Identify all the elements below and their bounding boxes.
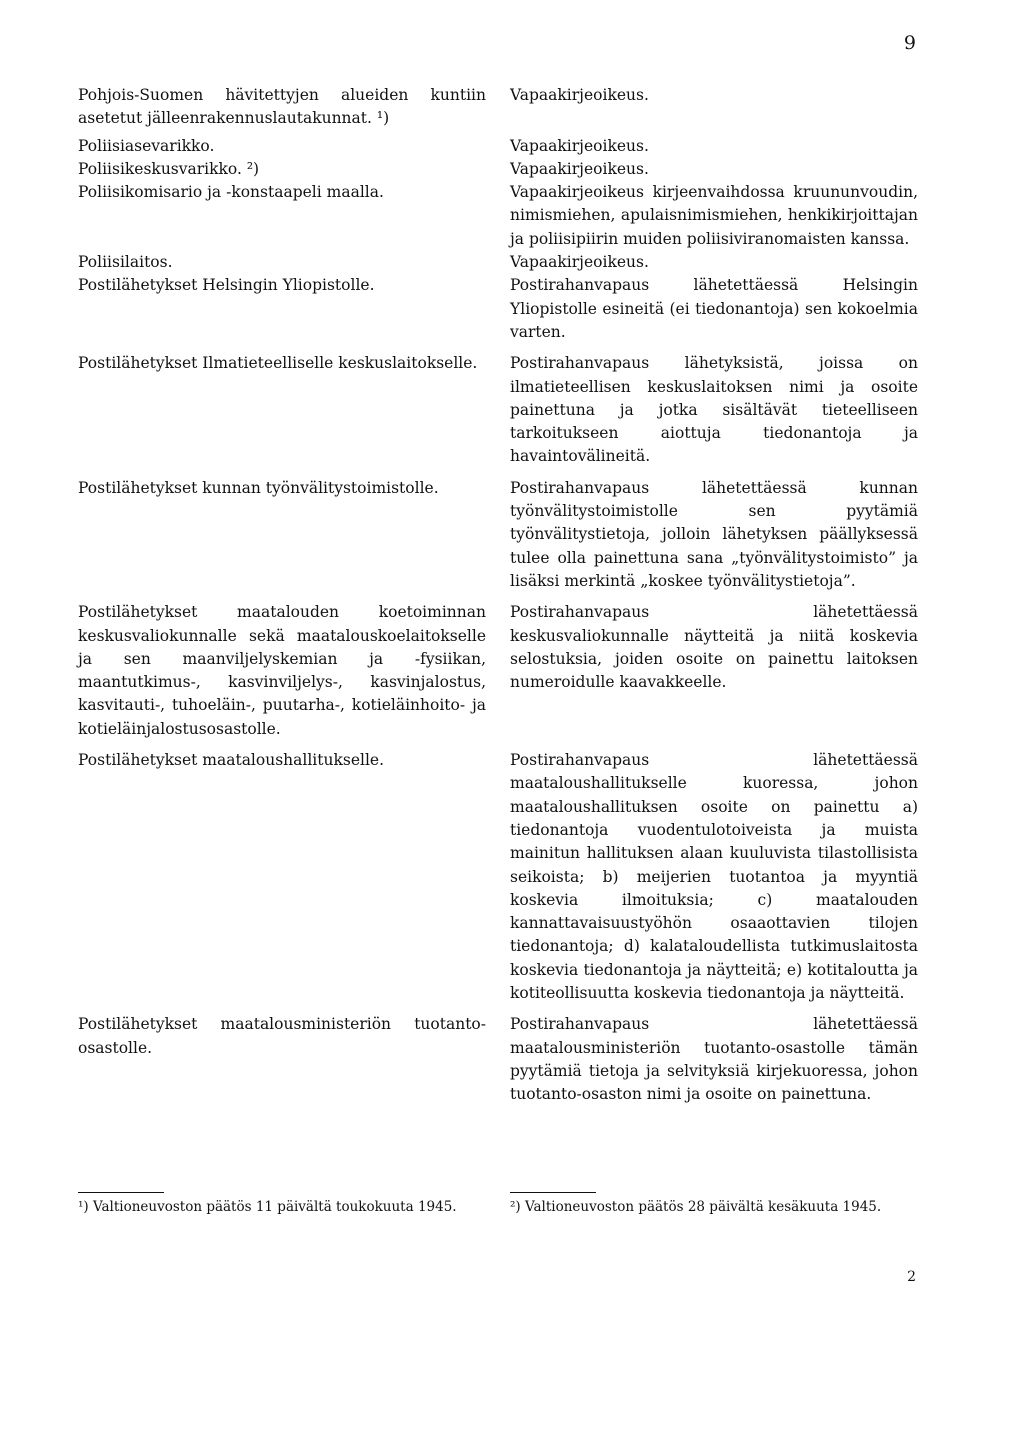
entry-row [78,477,918,593]
signature-mark: 2 [907,1269,916,1285]
entry-row [78,749,918,1005]
page-number: 9 [903,32,916,54]
entry-row [78,84,918,131]
entry-description: Postirahanvapaus lähetettäessä keskusvaliokunnalle näytteitä ja niitä koskevia selostuksia, joiden osoite on painettu laitoksen numeroidulle kaavakkeelle. [510,603,918,692]
footnote-text: ¹) Valtioneuvoston päätös 11 päivältä toukokuuta 1945. [78,1199,457,1215]
entry-description: Postirahanvapaus lähetyksistä, joissa on ilmatieteellisen keskuslaitoksen nimi ja osoite painettuna ja jotka sisältävät tieteelliseen tarkoitukseen aiottuja tiedonantoja ja havaintovälineitä. [510,354,918,466]
footnote-rule [510,1192,596,1193]
entry-row [78,251,918,274]
entry-description: Postirahanvapaus lähetettäessä kunnan työnvälitystoimistolle sen pyytämiä työnvälitystietoja, jolloin lähetyksen päällyksessä tulee olla painettuna sana „työnvälitystoimisto” ja lisäksi merkintä „koskee työnvälitystietoja”. [510,478,918,590]
entry-title: Postilähetykset maatalouden koetoiminnan keskusvaliokunnalle sekä maatalouskoelaitokselle ja sen maanviljelyskemian ja -fysiikan, maantutkimus-, kasvinviljelys-, kasvinjalostus, kasvitauti-, tuhoeläin-, puutarha-, kotieläinhoito- ja kotieläinjalostusosastolle. [78,603,486,738]
entry-title: Postilähetykset Helsingin Yliopistolle. [78,276,375,295]
entry-title: Postilähetykset Ilmatieteelliselle keskuslaitokselle. [78,354,478,373]
entry-row [78,135,918,158]
entry-title: Postilähetykset kunnan työnvälitystoimistolle. [78,478,439,497]
entry-row [78,352,918,468]
entry-row [78,601,918,741]
footnotes [78,1198,918,1217]
entry-description: Postirahanvapaus lähetettäessä maataloushallitukselle kuoressa, johon maataloushallituksen osoite on painettu a) tiedonantoja vuodentulotoiveista ja muista mainitun hallituksen alaan kuuluvista tilastollisista seikoista; b) meijerien tuotantoa ja myyntiä koskevia ilmoituksia; c) maatalouden kannattavaisuustyöhön osaaottavien tilojen tiedonantoja; d) kalataloudellista tutkimuslaitosta koskevia tiedonantoja ja näytteitä; e) kotitaloutta ja kotiteollisuutta koskevia tiedonantoja ja näytteitä. [510,751,918,1002]
entry-row [78,158,918,181]
entry-title: Poliisilaitos. [78,253,173,272]
footnote-text: ²) Valtioneuvoston päätös 28 päivältä kesäkuuta 1945. [510,1199,882,1215]
entry-description: Vapaakirjeoikeus kirjeenvaihdossa kruununvoudin, nimismiehen, apulaisnimismiehen, henkikirjoittajan ja poliisipiirin muiden poliisiviranomaisten kanssa. [510,183,918,248]
entry-description: Vapaakirjeoikeus. [510,159,649,178]
entry-title: Poliisikomisario ja -konstaapeli maalla. [78,183,384,202]
footnote-rule [78,1192,164,1193]
entry-description: Vapaakirjeoikeus. [510,253,649,272]
entry-description: Postirahanvapaus lähetettäessä Helsingin Yliopistolle esineitä (ei tiedonantoja) sen kokoelmia varten. [510,276,918,341]
entry-row [78,181,918,251]
entry-title: Postilähetykset maatalousministeriön tuotanto-osastolle. [78,1015,486,1057]
entry-description: Postirahanvapaus lähetettäessä maatalousministeriön tuotanto-osastolle tämän pyytämiä tietoja ja selvityksiä kirjekuoressa, johon tuotanto-osaston nimi ja osoite on painettuna. [510,1015,918,1104]
entry-row [78,274,918,344]
footnote-right [510,1198,918,1217]
entry-row [78,1013,918,1106]
entry-title: Postilähetykset maataloushallitukselle. [78,751,385,770]
entry-title: Pohjois-Suomen hävitettyjen alueiden kuntiin asetetut jälleenrakennuslautakunnat. ¹) [78,86,486,128]
entry-title: Poliisikeskusvarikko. ²) [78,159,260,178]
entry-description: Vapaakirjeoikeus. [510,136,649,155]
entries-table [78,84,918,1106]
entry-title: Poliisiasevarikko. [78,136,215,155]
footnote-left [78,1198,486,1217]
entry-description: Vapaakirjeoikeus. [510,86,649,104]
